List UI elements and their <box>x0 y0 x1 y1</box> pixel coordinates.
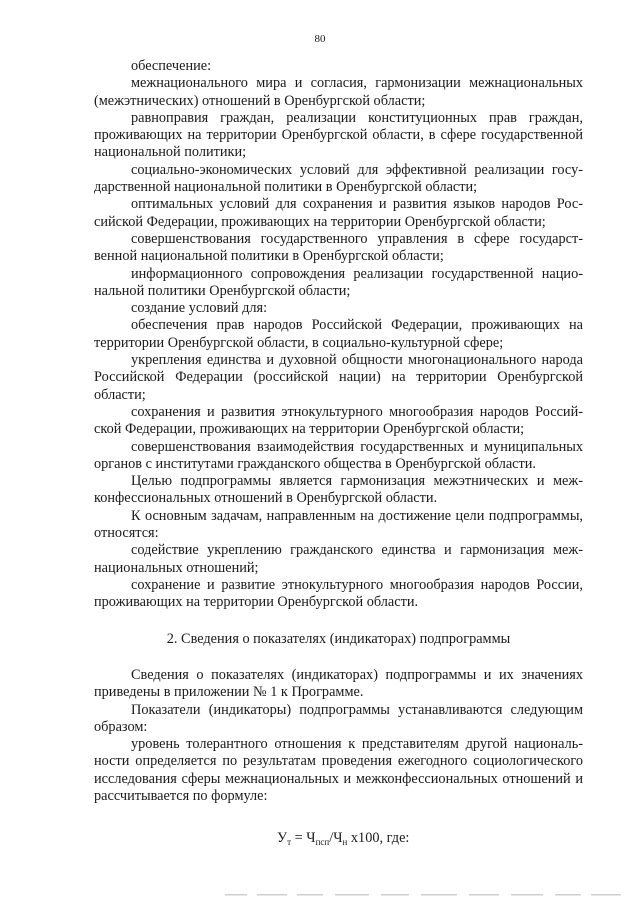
paragraph: укрепления единства и духовной общности многонационального народа Российской Федерации (российской нации) на территории Оренбургской области; <box>94 352 583 403</box>
formula-slash: / <box>329 830 334 846</box>
paragraph: сохранение и развитие этнокультурного многообразия народов России, проживающих на территории Оренбургской области. <box>94 576 583 611</box>
formula-ch1-sub: псп <box>315 837 330 847</box>
section-title: 2. Сведения о показателях (индикаторах) подпрограммы <box>166 631 511 647</box>
formula-ch2-sub: н <box>342 837 348 847</box>
text-block-indicators <box>94 667 583 805</box>
formula-u-sub: т <box>287 837 292 847</box>
paragraph: обеспечения прав народов Российской Федерации, проживающих на территории Оренбургской области, в социально-культурной сфере; <box>94 317 583 351</box>
paragraph: межнационального мира и согласия, гармонизации межнациональных (межэтнических) отношений в Оренбургской области; <box>94 75 583 109</box>
scan-artifact-marks <box>225 892 625 898</box>
formula-ch1: Ч <box>306 830 316 846</box>
paragraph: социально-экономических условий для эффективной реализации государственной национальной политики в Оренбургской области; <box>94 161 583 196</box>
paragraph: совершенствования государственного управления в сфере государственной национальной политики в Оренбургской области; <box>94 230 583 265</box>
formula <box>277 830 409 847</box>
paragraph: обеспечение: <box>131 58 212 74</box>
paragraph: уровень толерантного отношения к представителям другой национальности определяется по результатам проведения ежегодного социологического исследования сферы межнациональных и межконфессиональных отношений и рассчитывается по формуле: <box>94 736 583 805</box>
page-number: 80 <box>314 33 326 45</box>
paragraph: К основным задачам, направленным на достижение цели подпрограммы, относятся: <box>94 507 583 542</box>
paragraph: содействие укреплению гражданского единства и гармонизация межнациональных отношений; <box>94 542 583 576</box>
formula-eq: = <box>291 830 307 846</box>
paragraph: информационного сопровождения реализации государственной национальной политики Оренбургской области; <box>94 265 583 299</box>
text-block-goals <box>94 58 583 612</box>
formula-rest: х100, где: <box>347 830 410 846</box>
paragraph: оптимальных условий для сохранения и развития языков народов Российской Федерации, проживающих на территории Оренбургской области; <box>94 196 583 230</box>
paragraph: Показатели (индикаторы) подпрограммы устанавливаются следующим образом: <box>94 701 583 735</box>
formula-u: У <box>277 830 288 846</box>
paragraph: Сведения о показателях (индикаторах) подпрограммы и их значениях приведены в приложении № 1 к Программе. <box>94 667 583 701</box>
paragraph: создание условий для: <box>131 300 268 317</box>
formula-ch2: Ч <box>333 830 343 846</box>
paragraph: равноправия граждан, реализации конституционных прав граждан, проживающих на территории Оренбургской области, в сфере государственной национальной политики; <box>94 109 583 161</box>
paragraph: сохранения и развития этнокультурного многообразия народов Российской Федерации, проживающих на территории Оренбургской области; <box>94 403 583 438</box>
paragraph: Целью подпрограммы является гармонизация межэтнических и межконфессиональных отношений в Оренбургской области. <box>94 473 583 507</box>
paragraph: совершенствования взаимодействия государственных и муниципальных органов с институтами гражданского общества в Оренбургской области. <box>94 438 583 472</box>
